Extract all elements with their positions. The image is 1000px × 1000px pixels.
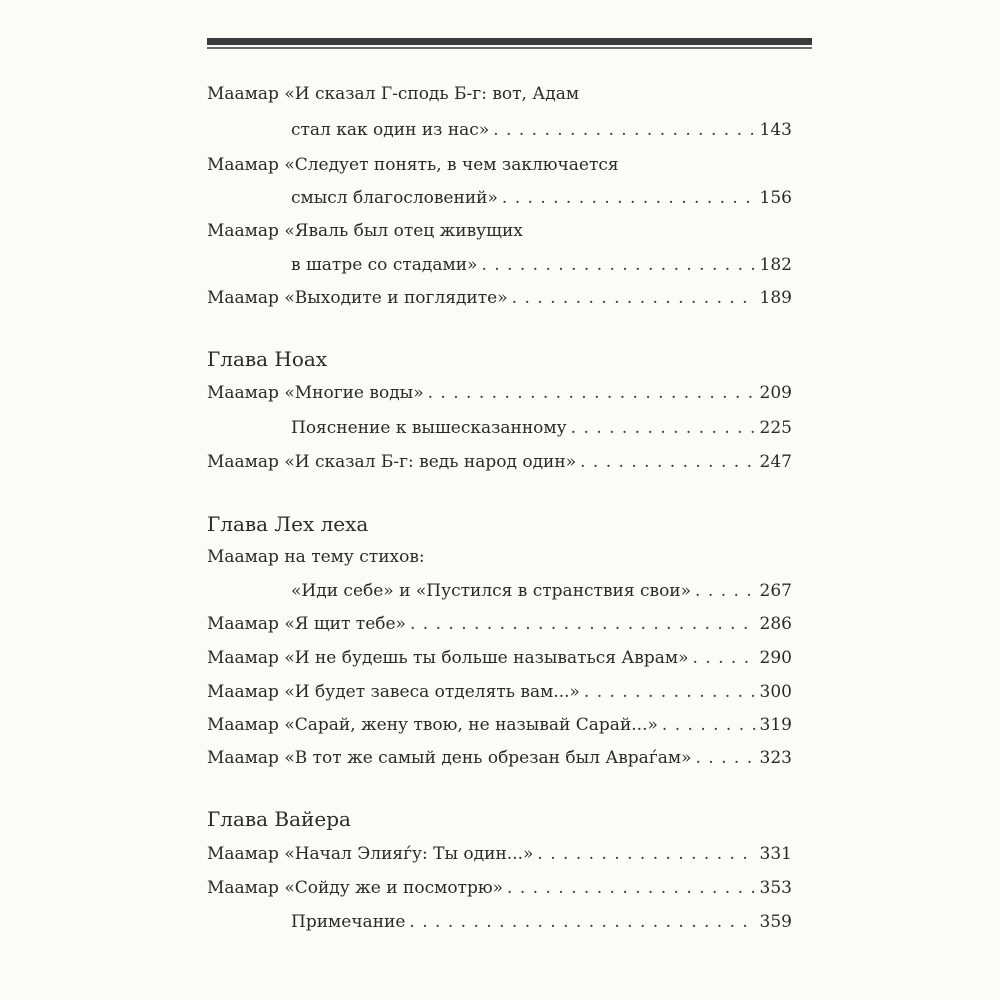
leader-dots [692,648,755,668]
toc-entry [207,452,792,472]
leader-dots [580,452,755,472]
toc-entry [207,84,579,104]
toc-entry-title: Маамар «И будет завеса отделять вам...» [207,682,580,702]
toc-page-number: 189 [759,288,792,308]
toc-entry [291,912,792,932]
toc-entry [207,878,792,898]
leader-dots [584,682,756,702]
leader-dots [537,844,755,864]
leader-dots [507,878,756,898]
toc-page-number: 209 [759,383,792,403]
toc-page-number: 267 [759,581,792,601]
toc-page-number: 323 [759,748,792,768]
leader-dots [409,912,755,932]
chapter-heading: Глава Лех леха [207,512,369,536]
toc-page-number: 156 [759,188,792,208]
leader-dots [695,581,756,601]
chapter-heading: Глава Ноах [207,347,328,371]
toc-entry-title: Маамар «В тот же самый день обрезан был Авраѓам» [207,748,692,768]
leader-dots [571,418,756,438]
toc-page-number: 319 [759,715,792,735]
toc-entry [291,581,792,601]
toc-entry-title: Маамар «Сойду же и посмотрю» [207,878,504,898]
toc-entry-title: стал как один из нас» [291,120,490,140]
toc-page-number: 182 [759,255,792,275]
toc-entry [291,188,792,208]
toc-entry [207,614,792,634]
toc-entry-title: «Иди себе» и «Пустился в странствия свои» [291,581,692,601]
toc-page-number: 247 [759,452,792,472]
toc-entry [207,547,425,567]
toc-entry [207,383,792,403]
leader-dots [493,120,755,140]
toc-entry [207,715,792,735]
toc-entry [291,120,792,140]
toc-page-number: 353 [759,878,792,898]
leader-dots [410,614,756,634]
top-rule-thin [207,47,812,49]
toc-entry [291,418,792,438]
toc-entry [207,844,792,864]
toc-entry [207,288,792,308]
toc-entry-title: Маамар «Следует понять, в чем заключается [207,155,619,175]
toc-page-number: 225 [759,418,792,438]
toc-page-number: 359 [759,912,792,932]
toc-entry [291,255,792,275]
chapter-heading: Глава Вайера [207,807,351,831]
toc-entry-title: Маамар «Многие воды» [207,383,424,403]
toc-entry-title: смысл благословений» [291,188,498,208]
toc-entry [207,748,792,768]
toc-page-number: 300 [759,682,792,702]
toc-entry-title: Маамар «И сказал Б-г: ведь народ один» [207,452,577,472]
toc-entry-title: Маамар «Выходите и поглядите» [207,288,508,308]
leader-dots [428,383,756,403]
toc-page-number: 290 [759,648,792,668]
toc-entry-title: Маамар на тему стихов: [207,547,425,567]
toc-entry [207,682,792,702]
toc-entry-title: Маамар «Я щит тебе» [207,614,406,634]
toc-page-number: 331 [759,844,792,864]
leader-dots [662,715,756,735]
toc-entry [207,648,792,668]
toc-entry-title: Маамар «Сарай, жену твою, не называй Сарай...» [207,715,658,735]
leader-dots [502,188,756,208]
toc-entry-title: Маамар «И не будешь ты больше называться Аврам» [207,648,689,668]
leader-dots [512,288,756,308]
toc-entry-title: Пояснение к вышесказанному [291,418,567,438]
toc-entry-title: Маамар «И сказал Г-сподь Б-г: вот, Адам [207,84,580,104]
toc-page-number: 143 [759,120,792,140]
top-rule-thick [207,38,812,45]
toc-entry-title: в шатре со стадами» [291,255,478,275]
toc-entry-title: Примечание [291,912,406,932]
toc-entry [207,221,523,241]
toc-entry [207,155,619,175]
toc-entry-title: Маамар «Яваль был отец живущих [207,221,523,241]
leader-dots [481,255,755,275]
leader-dots [695,748,755,768]
toc-page-number: 286 [759,614,792,634]
toc-entry-title: Маамар «Начал Элияѓу: Ты один...» [207,844,534,864]
